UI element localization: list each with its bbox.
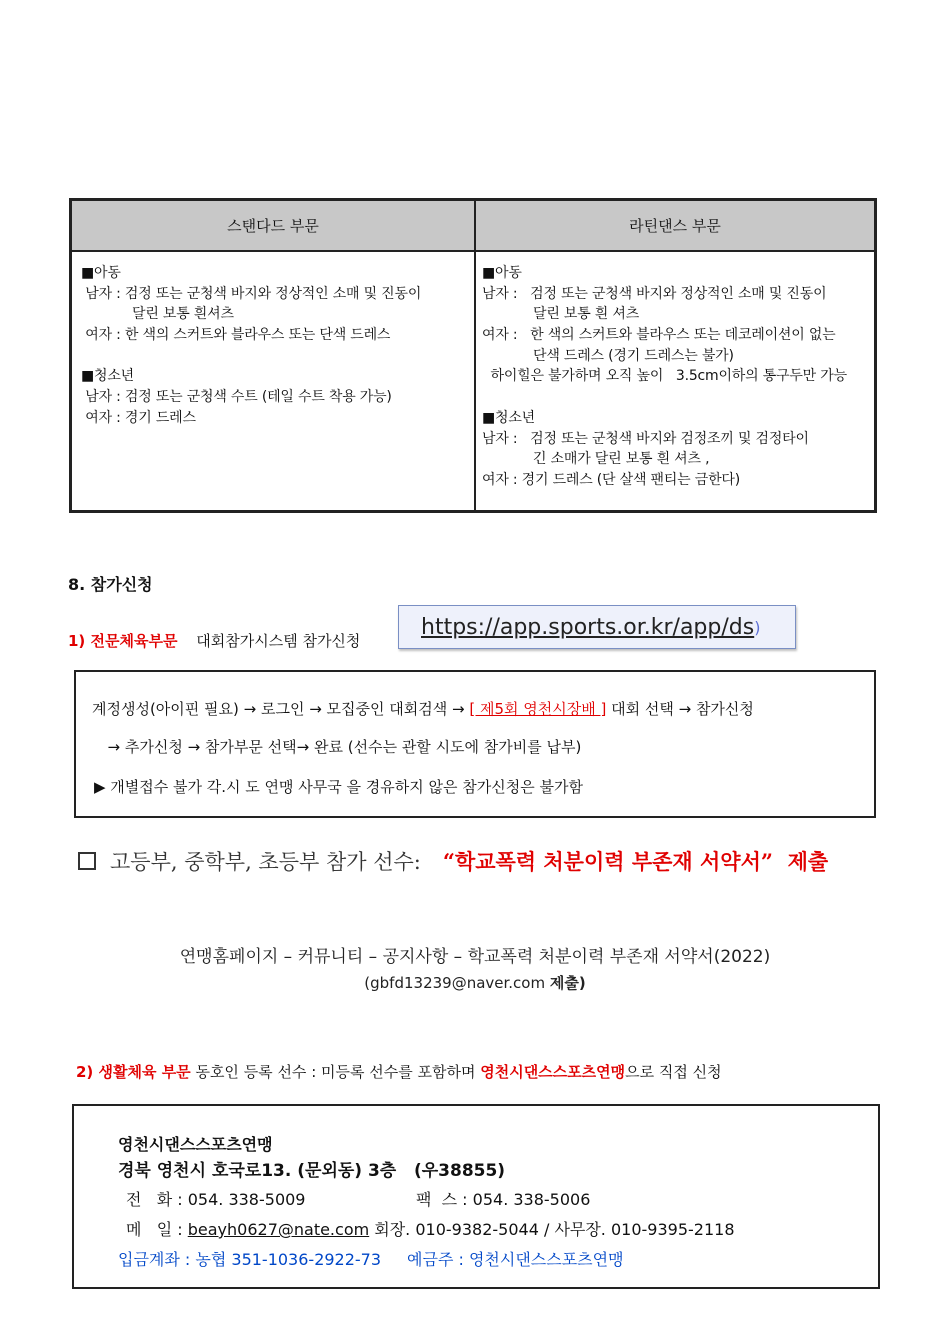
section-title: 8. 참가신청 — [68, 575, 153, 594]
pro-sports-line — [68, 630, 360, 651]
standard-header: 스탠다드 부문 — [72, 201, 474, 252]
pledge-prefix: 고등부, 중학부, 초등부 참가 선수: — [110, 850, 421, 874]
life-sports-text-2: 으로 직접 신청 — [625, 1063, 722, 1081]
life-sports-org: 영천시댄스스포츠연맹 — [480, 1063, 626, 1081]
standard-line: ■청소년 — [81, 368, 134, 385]
contact-phones: 회장. 010-9382-5044 / 사무장. 010-9395-2118 — [369, 1220, 735, 1239]
column-divider — [474, 201, 476, 510]
pro-sports-label: 1) 전문체육부문 — [68, 632, 178, 650]
standard-line: 여자 : 한 색의 스커트와 블라우스 또는 단색 드레스 — [81, 327, 391, 344]
dress-code-table — [69, 198, 877, 513]
notice-email: (gbfd13239@naver.com — [364, 974, 550, 992]
latin-line: ■청소년 — [482, 409, 535, 426]
contact-fax-row — [416, 1187, 590, 1210]
standard-line: 달린 보통 흰셔츠 — [81, 306, 234, 323]
mail-label: 메 일 : — [126, 1220, 188, 1239]
pledge-highlight: “학교폭력 처분이력 부존재 서약서” 제출 — [442, 849, 829, 874]
contact-address: 경북 영천시 호국로13. (문외동) 3층 (우38855) — [118, 1161, 506, 1181]
standard-line: 남자 : 검정 또는 군청색 바지와 정상적인 소매 및 진동이 — [81, 285, 422, 302]
standard-line: 남자 : 검정 또는 군청색 수트 (테일 수트 착용 가능) — [81, 389, 392, 406]
mail-link[interactable]: beayh0627@nate.com — [187, 1220, 370, 1239]
notice-line-1: 연맹홈페이지 – 커뮤니티 – 공지사항 – 학교폭력 처분이력 부존재 서약서(2022) — [179, 947, 771, 967]
event-name-highlight: [ 제5회 영천시장배 ] — [469, 700, 607, 718]
latin-line: 긴 소매가 달린 보통 흰 셔츠 , — [482, 451, 710, 468]
bank-account-row — [118, 1247, 624, 1270]
contact-mail-row — [126, 1217, 735, 1240]
procedure-step-text-2: 대회 선택 → 참가신청 — [606, 700, 754, 718]
bank-account: 입금계좌 : 농협 351-1036-2922-73 — [118, 1250, 382, 1269]
latin-line: 달린 보통 흰 셔츠 — [482, 306, 640, 323]
notice-line-2 — [0, 972, 950, 993]
procedure-line-3: ▶ 개별접수 불가 각.시 도 연맹 사무국 을 경유하지 않은 참가신청은 불가함 — [94, 778, 583, 796]
life-sports-text-1: 동호인 등록 선수 : 미등록 선수를 포함하며 — [190, 1063, 481, 1081]
contact-tel-row — [126, 1187, 305, 1210]
standard-line — [81, 346, 421, 367]
latin-rules — [482, 263, 847, 491]
standard-rules — [81, 263, 421, 429]
contact-org: 영천시댄스스포츠연맹 — [118, 1135, 273, 1154]
fax-label: 팩 스 : — [416, 1190, 473, 1209]
latin-line: 여자 : 경기 드레스 (단 살색 팬티는 금한다) — [482, 471, 740, 488]
latin-header: 라틴댄스 부문 — [476, 201, 874, 252]
latin-line: 단색 드레스 (경기 드레스는 불가) — [482, 347, 734, 364]
pro-sports-text: 대회참가시스템 참가신청 — [196, 632, 361, 650]
tel-label: 전 화 : — [126, 1190, 188, 1209]
registration-url-box — [398, 605, 796, 649]
procedure-line-1 — [92, 698, 754, 719]
account-holder: 예금주 : 영천시댄스스포츠연맹 — [407, 1250, 624, 1269]
procedure-box — [74, 670, 876, 818]
latin-line — [482, 387, 847, 408]
fax-value: 054. 338-5006 — [472, 1190, 591, 1209]
procedure-line-2: → 추가신청 → 참가부문 선택→ 완료 (선수는 관할 시도에 참가비를 납부) — [98, 738, 582, 756]
url-tail: ) — [754, 617, 761, 637]
registration-url-link[interactable]: https://app.sports.or.kr/app/ds — [421, 614, 755, 640]
latin-line: 여자 : 한 색의 스커트와 블라우스 또는 데코레이션이 없는 — [482, 327, 836, 344]
latin-line: 하이힐은 불가하며 오직 높이 3.5cm이하의 통구두만 가능 — [482, 368, 847, 385]
checkbox-square-icon — [78, 852, 96, 870]
notice-submit: 제출) — [549, 974, 586, 992]
tel-value: 054. 338-5009 — [187, 1190, 306, 1209]
standard-line: ■아동 — [81, 265, 121, 281]
life-sports-line — [76, 1061, 722, 1082]
life-sports-label: 2) 생활체육 부문 — [76, 1063, 191, 1081]
standard-line: 여자 : 경기 드레스 — [81, 409, 196, 426]
latin-line: ■아동 — [482, 265, 522, 281]
latin-line: 남자 : 검정 또는 군청색 바지와 검정조끼 및 검정타이 — [482, 430, 809, 447]
pledge-line — [78, 846, 828, 876]
procedure-step-text: 계정생성(아이핀 필요) → 로그인 → 모집중인 대회검색 → — [92, 700, 470, 718]
latin-line: 남자 : 검정 또는 군청색 바지와 정상적인 소매 및 진동이 — [482, 285, 827, 302]
contact-box — [72, 1104, 880, 1289]
